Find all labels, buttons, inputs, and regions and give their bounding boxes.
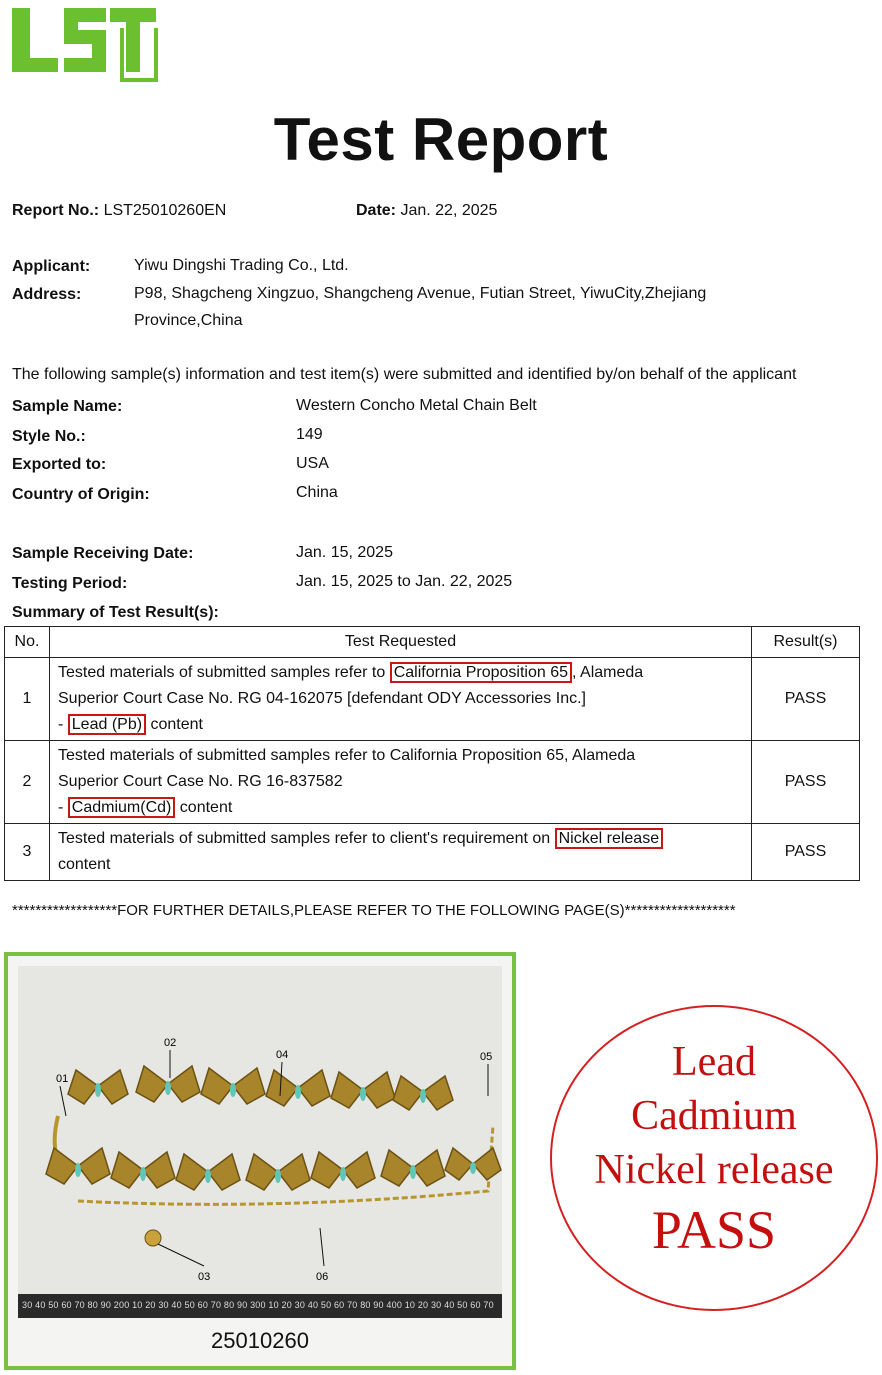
results-table (4, 626, 860, 881)
row-test-requested: Tested materials of submitted samples refer to California Proposition 65 , Alameda Superior Court Case No. RG 04-162075 [defendant ODY Accessories Inc.] - Lead (Pb) content (50, 658, 752, 741)
row-test-requested: Tested materials of submitted samples refer to California Proposition 65, Alameda Superior Court Case No. RG 16-837582 - Cadmium(Cd) content (50, 741, 752, 824)
applicant-value: Yiwu Dingshi Trading Co., Ltd. (134, 257, 349, 274)
row-test-requested: Tested materials of submitted samples refer to client's requirement on Nickel release content (50, 824, 752, 881)
row-result: PASS (752, 741, 860, 824)
exported-to-label: Exported to: (12, 456, 107, 473)
row-result: PASS (752, 658, 860, 741)
photo-label-01: 01 (56, 1073, 69, 1085)
report-number: Report No.: LST25010260EN (12, 202, 227, 219)
address-line-1: P98, Shagcheng Xingzuo, Shangcheng Avenue, Futian Street, YiwuCity,Zhejiang (134, 285, 707, 302)
table-header-row (5, 627, 860, 658)
lst-logo (10, 4, 160, 88)
row-number: 2 (5, 741, 50, 824)
highlight-cadmium: Cadmium(Cd) (68, 797, 176, 818)
receiving-date-label: Sample Receiving Date: (12, 545, 194, 562)
header-test-requested: Test Requested (50, 627, 752, 658)
page-title: Test Report (273, 106, 609, 173)
style-no-label: Style No.: (12, 428, 86, 445)
stamp-line-lead: Lead (672, 1039, 756, 1085)
photo-caption: 25010260 (211, 1328, 309, 1353)
table-row (5, 658, 860, 741)
exported-to-value: USA (296, 455, 329, 472)
row-number: 3 (5, 824, 50, 881)
report-date: Date: Jan. 22, 2025 (356, 202, 498, 219)
country-origin-value: China (296, 484, 338, 501)
photo-label-04: 04 (276, 1049, 289, 1061)
testing-period-label: Testing Period: (12, 575, 128, 592)
header-results: Result(s) (752, 627, 860, 658)
pass-stamp (550, 1005, 878, 1311)
measuring-ruler: 30 40 50 60 70 80 90 200 10 20 30 40 50 60 70 80 90 300 10 20 30 40 50 60 70 80 90 400 10 20 30 40 50 60 70 (18, 1294, 502, 1318)
butterfly-belt-illustration (18, 966, 502, 1306)
further-details-note: ******************FOR FURTHER DETAILS,PLEASE REFER TO THE FOLLOWING PAGE(S)******************* (12, 902, 736, 919)
stamp-line-pass: PASS (651, 1200, 777, 1260)
highlight-lead: Lead (Pb) (68, 714, 146, 735)
row-number: 1 (5, 658, 50, 741)
sample-photo-frame (4, 952, 516, 1370)
photo-label-02: 02 (164, 1037, 177, 1049)
photo-label-06: 06 (316, 1271, 329, 1283)
style-no-value: 149 (296, 426, 323, 443)
stamp-line-cadmium: Cadmium (631, 1093, 797, 1139)
row-result: PASS (752, 824, 860, 881)
sample-name-label: Sample Name: (12, 398, 123, 415)
photo-label-03: 03 (198, 1271, 211, 1283)
highlight-prop65: California Proposition 65 (390, 662, 572, 683)
header-no: No. (5, 627, 50, 658)
table-row (5, 824, 860, 881)
intro-text: The following sample(s) information and test item(s) were submitted and identified by/on behalf of the applicant (12, 366, 797, 383)
photo-label-05: 05 (480, 1051, 493, 1063)
summary-label: Summary of Test Result(s): (12, 604, 219, 621)
table-row (5, 741, 860, 824)
sample-name-value: Western Concho Metal Chain Belt (296, 397, 537, 414)
testing-period-value: Jan. 15, 2025 to Jan. 22, 2025 (296, 573, 513, 590)
address-label: Address: (12, 286, 82, 303)
highlight-nickel: Nickel release (555, 828, 663, 849)
stamp-line-nickel: Nickel release (594, 1147, 834, 1193)
country-origin-label: Country of Origin: (12, 486, 150, 503)
receiving-date-value: Jan. 15, 2025 (296, 544, 393, 561)
sample-photo (18, 966, 502, 1306)
applicant-label: Applicant: (12, 258, 91, 275)
address-line-2: Province,China (134, 312, 243, 329)
